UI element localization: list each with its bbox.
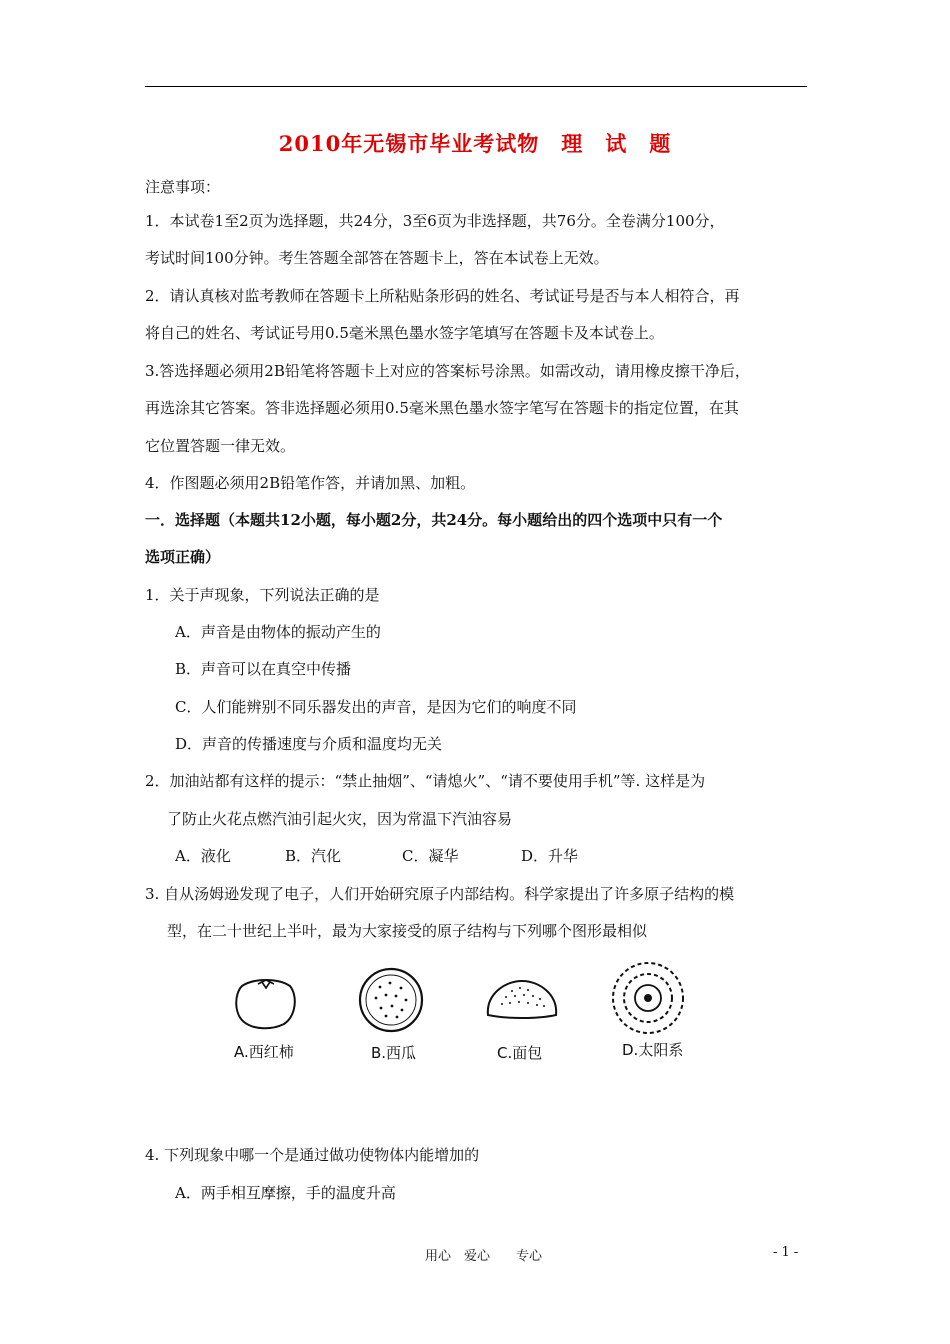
watermelon-icon: [356, 965, 426, 1035]
tomato-icon: [232, 972, 300, 1030]
q2-option-b: B．汽化: [285, 847, 342, 865]
question-2-stem: 2．加油站都有这样的提示：“禁止抽烟”、“请熄火”、“请不要使用手机”等. 这样是为: [145, 772, 706, 790]
notice-line: 2．请认真核对监考教师在答题卡上所粘贴条形码的姓名、考试证号是否与本人相符合，再: [145, 287, 740, 305]
bread-icon: [482, 977, 562, 1023]
footer-slogan: 用心 爱心 专心: [425, 1249, 543, 1264]
question-2-stem-cont: 了防止火花点燃汽油引起火灾，因为常温下汽油容易: [167, 810, 513, 828]
q4-option-a: A．两手相互摩擦，手的温度升高: [175, 1184, 396, 1202]
q1-option-b: B．声音可以在真空中传播: [175, 660, 352, 678]
header-rule: [145, 86, 807, 87]
notice-line: 它位置答题一律无效。: [145, 437, 296, 455]
page-title: 2010年无锡市毕业考试物 理 试 题: [278, 131, 672, 156]
figure-c-label: C.面包: [497, 1044, 543, 1062]
figure-d-label: D.太阳系: [622, 1041, 684, 1059]
q2-option-a: A．液化: [175, 847, 231, 865]
notice-line: 4．作图题必须用2B铅笔作答，并请加黑、加粗。: [145, 474, 476, 492]
question-3-stem: 3. 自从汤姆逊发现了电子，人们开始研究原子内部结构。科学家提出了许多原子结构的模: [145, 885, 735, 903]
figure-b-label: B.西瓜: [371, 1044, 417, 1062]
question-4-stem: 4. 下列现象中哪一个是通过做功使物体内能增加的: [145, 1146, 480, 1164]
q1-option-d: D．声音的传播速度与介质和温度均无关: [175, 735, 443, 753]
notice-heading: 注意事项：: [145, 178, 221, 196]
notice-line: 再选涂其它答案。答非选择题必须用0.5毫米黑色墨水签字笔写在答题卡的指定位置，在其: [145, 399, 739, 417]
q1-option-c: C．人们能辨别不同乐器发出的声音，是因为它们的响度不同: [175, 698, 577, 716]
notice-line: 考试时间100分钟。考生答题全部答在答题卡上，答在本试卷上无效。: [145, 249, 609, 267]
section-heading: 一．选择题（本题共12小题，每小题2分，共24分。每小题给出的四个选项中只有一个: [145, 511, 723, 529]
figure-a-label: A.西红柿: [234, 1043, 294, 1061]
q2-option-c: C．凝华: [402, 847, 459, 865]
notice-line: 3.答选择题必须用2B铅笔将答题卡上对应的答案标号涂黑。如需改动，请用橡皮擦干净后，: [145, 362, 750, 380]
section-heading-cont: 选项正确）: [145, 548, 221, 566]
q1-option-a: A．声音是由物体的振动产生的: [175, 623, 381, 641]
page-number: - 1 -: [773, 1245, 799, 1260]
question-3-stem-cont: 型，在二十世纪上半叶，最为大家接受的原子结构与下列哪个图形最相似: [167, 922, 648, 940]
notice-line: 将自己的姓名、考试证号用0.5毫米黑色墨水签字笔填写在答题卡及本试卷上。: [145, 324, 664, 342]
question-1-stem: 1．关于声现象，下列说法正确的是: [145, 586, 380, 604]
q2-option-d: D．升华: [521, 847, 579, 865]
notice-line: 1．本试卷1至2页为选择题，共24分，3至6页为非选择题，共76分。全卷满分100分，: [145, 212, 725, 230]
solar-system-icon: [610, 960, 686, 1036]
